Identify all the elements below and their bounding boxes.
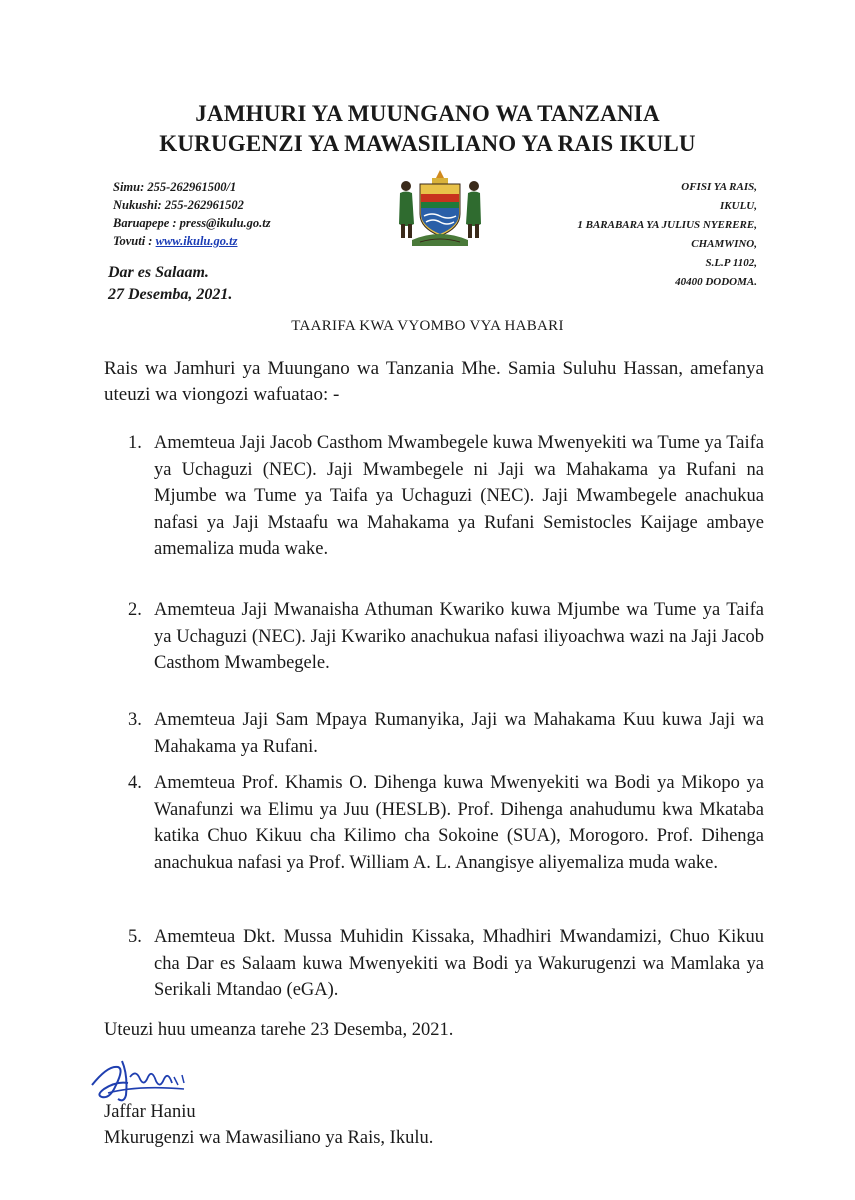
- list-item-text: Amemteua Jaji Sam Mpaya Rumanyika, Jaji wa Mahakama Kuu kuwa Jaji wa Mahakama ya Rufani.: [154, 710, 764, 757]
- address-line-1: OFISI YA RAIS,: [681, 181, 757, 193]
- place-date-block: [108, 262, 232, 306]
- address-line-6: 40400 DODOMA.: [675, 276, 757, 288]
- header-line-1: JAMHURI YA MUUNGANO WA TANZANIA: [195, 101, 660, 126]
- signer-name: Jaffar Haniu: [104, 1102, 196, 1122]
- contact-email: Baruapepe : press@ikulu.go.tz: [113, 216, 271, 230]
- address-line-5: S.L.P 1102,: [705, 257, 757, 269]
- list-item-number: 5.: [128, 927, 142, 947]
- list-item: [128, 707, 764, 760]
- contact-phone: Simu: 255-262961500/1: [113, 180, 237, 194]
- list-item-number: 3.: [128, 710, 142, 730]
- list-item: [128, 597, 764, 677]
- intro-paragraph: Rais wa Jamhuri ya Muungano wa Tanzania Mhe. Samia Suluhu Hassan, amefanya uteuzi wa viongozi wafuatao: -: [104, 358, 764, 405]
- address-line-3: 1 BARABARA YA JULIUS NYERERE,: [577, 219, 757, 231]
- list-item-text: Amemteua Dkt. Mussa Muhidin Kissaka, Mhadhiri Mwandamizi, Chuo Kikuu cha Dar es Salaam kuwa Mwenyekiti wa Bodi ya Wakurugenzi wa Mamlaka ya Serikali Mtandao (eGA).: [154, 927, 764, 1000]
- list-item-text: Amemteua Prof. Khamis O. Dihenga kuwa Mwenyekiti wa Bodi ya Mikopo ya Wanafunzi wa Elimu ya Juu (HESLB). Prof. Dihenga anahudumu kwa Mkataba katika Chuo Kikuu cha Kilimo cha Sokoine (SUA), Morogoro. Prof. Dihenga anachukua nafasi ya Prof. William A. L. Anangisye aliyemaliza muda wake.: [154, 773, 764, 873]
- list-item-number: 2.: [128, 600, 142, 620]
- list-item: [128, 924, 764, 1004]
- website-label: Tovuti :: [113, 234, 156, 248]
- header-line-2: KURUGENZI YA MAWASILIANO YA RAIS IKULU: [159, 131, 696, 156]
- contact-website: [113, 232, 271, 250]
- contact-block: [113, 178, 271, 250]
- contact-fax: Nukushi: 255-262961502: [113, 198, 244, 212]
- list-item-number: 4.: [128, 773, 142, 793]
- list-item-text: Amemteua Jaji Jacob Casthom Mwambegele kuwa Mwenyekiti wa Tume ya Taifa ya Uchaguzi (NEC). Jaji Mwambegele ni Jaji wa Mahakama ya Rufani na Mjumbe wa Tume ya Taifa ya Uchaguzi (NEC). Jaji Mwambegele anachukua nafasi ya Jaji Mstaafu wa Mahakama ya Rufani Semistocles Kaijage ambaye amemaliza muda wake.: [154, 433, 764, 559]
- website-link[interactable]: www.ikulu.go.tz: [155, 234, 238, 248]
- list-item: [128, 430, 764, 563]
- address-line-4: CHAMWINO,: [691, 238, 757, 250]
- signer-block: [104, 1099, 433, 1151]
- place: Dar es Salaam.: [108, 264, 209, 281]
- document-heading: TAARIFA KWA VYOMBO VYA HABARI: [291, 318, 564, 334]
- list-item-number: 1.: [128, 433, 142, 453]
- closing-statement: Uteuzi huu umeanza tarehe 23 Desemba, 2021.: [104, 1020, 454, 1040]
- list-item: [128, 770, 764, 876]
- coat-of-arms-emblem: [390, 166, 490, 250]
- address-line-2: IKULU,: [720, 200, 757, 212]
- list-item-text: Amemteua Jaji Mwanaisha Athuman Kwariko kuwa Mjumbe wa Tume ya Taifa ya Uchaguzi (NEC). Jaji Kwariko anachukua nafasi iliyoachwa wazi na Jaji Jacob Casthom Mwambegele.: [154, 600, 764, 673]
- signer-title: Mkurugenzi wa Mawasiliano ya Rais, Ikulu.: [104, 1128, 434, 1148]
- address-block: [577, 178, 757, 292]
- date: 27 Desemba, 2021.: [108, 286, 233, 303]
